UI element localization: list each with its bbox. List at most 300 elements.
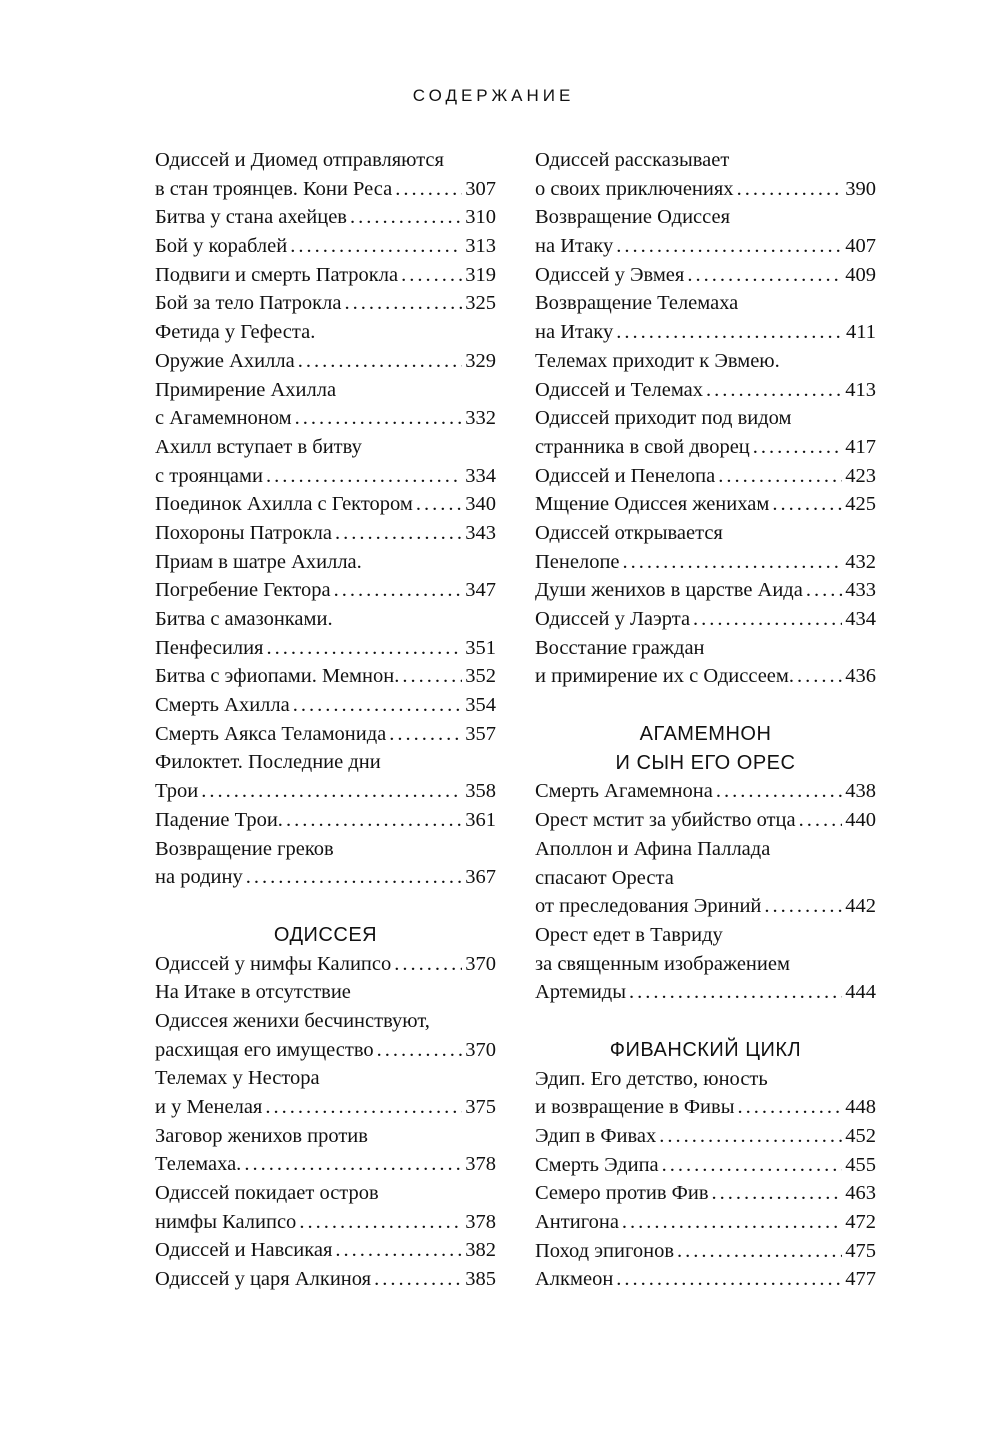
toc-entry-line xyxy=(535,519,876,548)
toc-entry-line xyxy=(535,864,876,893)
entry-title: Одиссей и Навсикая xyxy=(155,1239,333,1262)
entry-title: и у Менелая xyxy=(155,1096,263,1118)
toc-entry xyxy=(535,1065,876,1122)
entry-title: и возвращение в Фивы xyxy=(535,1096,735,1119)
entry-title: Телемах приходит к Эвмею. xyxy=(535,349,780,372)
entry-title: Одиссей у Лаэрта xyxy=(535,608,691,630)
entry-title: Битва с амазонками. xyxy=(155,608,333,630)
toc-entry-line xyxy=(155,662,496,691)
toc-entry-line xyxy=(155,175,496,204)
toc-entry xyxy=(155,261,496,290)
entry-title: Подвиги и смерть Патрокла xyxy=(155,263,399,286)
toc-entry-line xyxy=(155,1265,496,1294)
dot-leader xyxy=(799,806,843,835)
page-number: 433 xyxy=(845,579,876,602)
entry-title: с троянцами xyxy=(155,464,263,487)
toc-entry-line xyxy=(535,175,876,204)
page-number: 351 xyxy=(465,636,496,659)
toc-entry xyxy=(155,1179,496,1236)
toc-entry xyxy=(155,376,496,433)
toc-entry-line xyxy=(155,806,496,835)
dot-leader xyxy=(334,576,463,605)
section-gap xyxy=(535,691,876,720)
entry-title: Заговор женихов против xyxy=(155,1124,368,1147)
dot-leader xyxy=(616,232,842,261)
entry-title: Алкмеон xyxy=(535,1268,614,1291)
dot-leader xyxy=(764,892,842,921)
section-title-line: ОДИССЕЯ xyxy=(273,923,378,946)
toc-entry xyxy=(155,490,496,519)
toc-entry xyxy=(155,1265,496,1294)
section-gap xyxy=(155,892,496,921)
toc-entry-line xyxy=(535,950,876,979)
dot-leader xyxy=(806,576,842,605)
toc-entry xyxy=(535,806,876,835)
page-number: 448 xyxy=(845,1096,876,1119)
toc-entry-line xyxy=(155,146,496,175)
dot-leader xyxy=(335,1236,462,1265)
page-number: 463 xyxy=(845,1182,876,1205)
dot-leader xyxy=(677,1237,842,1266)
entry-title: от преследования Эриний xyxy=(535,895,762,918)
toc-entry-line xyxy=(155,347,496,376)
toc-entry-line xyxy=(155,232,496,261)
toc-entry-line xyxy=(535,1122,876,1151)
toc-entry xyxy=(155,748,496,805)
toc-entry-line xyxy=(155,978,496,1007)
toc-entry-line xyxy=(535,490,876,519)
entry-title: Аполлон и Афина Паллада xyxy=(535,837,771,860)
toc-entry xyxy=(155,835,496,892)
entry-title: нимфы Калипсо xyxy=(155,1210,297,1233)
page-number: 329 xyxy=(465,349,496,372)
dot-leader xyxy=(335,519,462,548)
toc-entry xyxy=(155,1064,496,1121)
toc-entry xyxy=(535,289,876,346)
toc-entry xyxy=(155,662,496,691)
entry-title: Приам в шатре Ахилла. xyxy=(155,550,362,573)
page-number: 347 xyxy=(465,579,496,602)
entry-title: Возвращение греков xyxy=(155,837,334,860)
section-title-line: ФИВАНСКИЙ ЦИКЛ xyxy=(609,1038,802,1061)
entry-title: На Итаке в отсутствие xyxy=(155,981,351,1004)
entry-title: Одиссей и Диомед отправляются xyxy=(155,149,444,171)
entry-title: Фетида у Гефеста. xyxy=(155,321,316,344)
toc-entry-line xyxy=(535,289,876,318)
toc-entry-line xyxy=(155,1122,496,1151)
toc-entry xyxy=(535,404,876,461)
entry-title: Антигона xyxy=(535,1211,619,1234)
toc-entry-line xyxy=(155,1093,496,1122)
page-number: 432 xyxy=(845,550,876,573)
page-number: 378 xyxy=(465,1210,496,1233)
toc-entry-line xyxy=(535,1237,876,1266)
toc-entry xyxy=(535,1179,876,1208)
dot-leader xyxy=(712,1179,843,1208)
page-number: 455 xyxy=(845,1153,876,1176)
entry-title: Возвращение Телемаха xyxy=(535,292,739,315)
toc-entry xyxy=(155,806,496,835)
dot-leader xyxy=(246,863,463,892)
entry-title: Похороны Патрокла xyxy=(155,521,333,544)
toc-entry xyxy=(155,950,496,979)
toc-entry-line xyxy=(155,576,496,605)
toc-entry-line xyxy=(535,634,876,663)
entry-title: на Итаку xyxy=(535,235,614,258)
toc-entry-line xyxy=(155,261,496,290)
toc-entry-line xyxy=(535,376,876,405)
entry-title: Поход эпигонов xyxy=(535,1239,675,1262)
toc-entry-line xyxy=(155,376,496,405)
page-number: 472 xyxy=(845,1211,876,1234)
toc-entry-line xyxy=(155,318,496,347)
toc-entry-line xyxy=(535,548,876,577)
toc-entry xyxy=(535,1151,876,1180)
dot-leader xyxy=(293,691,463,720)
entry-title: спасают Ореста xyxy=(535,866,674,889)
toc-entry xyxy=(535,519,876,576)
toc-entry xyxy=(535,921,876,1007)
toc-entry-line xyxy=(535,806,876,835)
toc-entry-line xyxy=(155,720,496,749)
section-gap xyxy=(535,1007,876,1036)
page-number: 477 xyxy=(845,1268,876,1291)
page-number: 417 xyxy=(845,435,876,458)
dot-leader xyxy=(659,1122,842,1151)
entry-title: Эдип. Его детство, юность xyxy=(535,1067,768,1090)
toc-entry-line xyxy=(535,1179,876,1208)
page-number: 423 xyxy=(845,464,876,487)
dot-leader xyxy=(244,1150,462,1179)
page-number: 382 xyxy=(465,1239,496,1262)
page-number: 444 xyxy=(845,981,876,1004)
entry-title: Погребение Гектора xyxy=(155,579,331,602)
toc-entry xyxy=(535,777,876,806)
dot-leader xyxy=(401,261,462,290)
page-number: 340 xyxy=(465,493,496,516)
page-number: 307 xyxy=(465,177,496,200)
toc-entry-line xyxy=(155,462,496,491)
entry-title: Телемаха. xyxy=(155,1153,242,1176)
dot-leader xyxy=(623,548,843,577)
toc-entry-line xyxy=(155,203,496,232)
toc-entry xyxy=(155,318,496,375)
entry-title: Мщение Одиссея женихам xyxy=(535,493,770,516)
entry-title: Смерть Агамемнона xyxy=(535,780,713,803)
page-number: 310 xyxy=(465,206,496,229)
page-number: 438 xyxy=(845,780,876,803)
toc-entry xyxy=(535,347,876,404)
dot-leader xyxy=(718,462,842,491)
entry-title: Трои xyxy=(155,780,199,803)
dot-leader xyxy=(616,1265,842,1294)
page-number: 390 xyxy=(845,177,876,200)
dot-leader xyxy=(402,662,462,691)
page-number: 378 xyxy=(465,1153,496,1176)
entry-title: с Агамемноном xyxy=(155,407,292,430)
toc-entry xyxy=(535,146,876,203)
toc-entry-line xyxy=(535,261,876,290)
toc-entry xyxy=(155,1236,496,1265)
page-number: 357 xyxy=(465,722,496,745)
toc-entry-line xyxy=(535,433,876,462)
entry-title: странника в свой дворец xyxy=(535,435,750,458)
toc-entry-line xyxy=(535,605,876,634)
toc-entry-line xyxy=(155,1208,496,1237)
entry-title: о своих приключениях xyxy=(535,177,734,200)
toc-entry-line xyxy=(535,1151,876,1180)
dot-leader xyxy=(622,1208,842,1237)
dot-leader xyxy=(290,232,462,261)
toc-entry-line xyxy=(535,347,876,376)
page-number: 411 xyxy=(846,321,876,344)
entry-title: Одиссей и Телемах xyxy=(535,378,704,401)
entry-title: Пенелопе xyxy=(535,550,620,573)
page-number: 385 xyxy=(465,1268,496,1291)
entry-title: и примирение их с Одиссеем. xyxy=(535,665,794,688)
toc-entry xyxy=(155,548,496,605)
entry-title: Битва с эфиопами. Мемнон. xyxy=(155,665,400,688)
toc-entry-line xyxy=(535,1208,876,1237)
toc-entry-line xyxy=(535,462,876,491)
entry-title: Одиссей открывается xyxy=(535,521,723,544)
page-number: 434 xyxy=(845,608,876,630)
entry-title: Падение Трои. xyxy=(155,808,283,831)
toc-entry-line xyxy=(155,1236,496,1265)
toc-entry xyxy=(155,691,496,720)
toc-entry-line xyxy=(155,1179,496,1208)
toc-entry xyxy=(155,1122,496,1179)
toc-entry xyxy=(535,490,876,519)
page-number: 452 xyxy=(845,1125,876,1147)
dot-leader xyxy=(416,490,462,519)
entry-title: Бой за тело Патрокла xyxy=(155,292,342,315)
entry-title: Ахилл вступает в битву xyxy=(155,435,362,458)
toc-entry-line xyxy=(155,605,496,634)
page-number: 440 xyxy=(845,809,876,832)
toc-entry-line xyxy=(535,777,876,806)
entry-title: в стан троянцев. Кони Реса xyxy=(155,177,393,200)
dot-leader xyxy=(706,376,842,405)
toc-entry xyxy=(155,605,496,662)
dot-leader xyxy=(266,634,462,663)
page-number: 334 xyxy=(465,464,496,487)
entry-title: за священным изображением xyxy=(535,952,790,975)
toc-entry xyxy=(535,576,876,605)
entry-title: Одиссей приходит под видом xyxy=(535,407,792,430)
dot-leader xyxy=(738,1093,843,1122)
toc-entry xyxy=(155,146,496,203)
toc-entry xyxy=(155,232,496,261)
entry-title: Одиссей и Пенелопа xyxy=(535,464,716,487)
entry-title: Эдип в Фивах xyxy=(535,1125,657,1147)
page-number: 442 xyxy=(845,895,876,918)
entry-title: Оружие Ахилла xyxy=(155,349,295,372)
page-header: СОДЕРЖАНИЕ xyxy=(412,86,575,105)
toc-entry-line xyxy=(535,232,876,261)
dot-leader xyxy=(295,404,463,433)
toc-entry-line xyxy=(535,892,876,921)
entry-title: Семеро против Фив xyxy=(535,1182,709,1205)
entry-title: Одиссей покидает остров xyxy=(155,1182,379,1205)
toc-entry xyxy=(155,720,496,749)
page-number: 425 xyxy=(845,493,876,516)
entry-title: расхищая его имущество xyxy=(155,1038,374,1061)
toc-entry-line xyxy=(155,1064,496,1093)
dot-leader xyxy=(350,203,462,232)
dot-leader xyxy=(395,175,462,204)
entry-title: Орест мстит за убийство отца xyxy=(535,809,796,832)
dot-leader xyxy=(286,806,462,835)
entry-title: Души женихов в царстве Аида xyxy=(535,579,803,602)
page-number: 409 xyxy=(845,263,876,286)
toc-entry-line xyxy=(535,576,876,605)
toc-entry-line xyxy=(155,1036,496,1065)
entry-title: Восстание граждан xyxy=(535,636,705,659)
page-number: 332 xyxy=(465,407,496,430)
page-number: 407 xyxy=(845,235,876,258)
toc-column-right xyxy=(535,146,876,1294)
toc-entry-line xyxy=(535,146,876,175)
dot-leader xyxy=(394,950,462,979)
dot-leader xyxy=(299,1208,462,1237)
toc-entry xyxy=(155,289,496,318)
toc-entry-line xyxy=(155,433,496,462)
toc-entry-line xyxy=(155,777,496,806)
section-heading xyxy=(155,921,496,950)
toc-entry xyxy=(155,519,496,548)
section-title-line: И СЫН ЕГО ОРЕС xyxy=(615,751,796,774)
toc-entry-line xyxy=(155,835,496,864)
toc-entry-line xyxy=(155,863,496,892)
page-number: 370 xyxy=(465,952,496,975)
toc-entry xyxy=(535,1208,876,1237)
entry-title: Битва у стана ахейцев xyxy=(155,206,347,229)
toc-entry xyxy=(535,462,876,491)
section-heading xyxy=(535,1036,876,1065)
dot-leader xyxy=(797,662,842,691)
entry-title: на Итаку xyxy=(535,321,614,344)
entry-title: Телемах у Нестора xyxy=(155,1067,320,1090)
toc-entry-line xyxy=(535,1065,876,1094)
dot-leader xyxy=(298,347,463,376)
dot-leader xyxy=(753,433,842,462)
toc-entry xyxy=(535,203,876,260)
dot-leader xyxy=(693,605,842,634)
dot-leader xyxy=(266,462,462,491)
toc-entry-line xyxy=(155,691,496,720)
page-number: 436 xyxy=(845,665,876,688)
toc-entry-line xyxy=(155,950,496,979)
page-number: 367 xyxy=(465,866,496,889)
toc-entry-line xyxy=(535,203,876,232)
toc-entry-line xyxy=(155,1007,496,1036)
entry-title: Одиссей у Эвмея xyxy=(535,263,685,286)
dot-leader xyxy=(377,1036,463,1065)
page-number: 413 xyxy=(845,378,876,401)
page-number: 358 xyxy=(465,780,496,803)
toc-entry-line xyxy=(535,1093,876,1122)
page-number: 325 xyxy=(465,292,496,315)
entry-title: Филоктет. Последние дни xyxy=(155,751,381,774)
toc-entry-line xyxy=(535,662,876,691)
section-title-line: АГАМЕМНОН xyxy=(639,723,772,746)
entry-title: Артемиды xyxy=(535,981,626,1004)
page-number: 319 xyxy=(465,263,496,286)
toc-entry xyxy=(535,1265,876,1294)
page-number: 375 xyxy=(465,1096,496,1118)
toc-entry-line xyxy=(535,318,876,347)
toc-entry-line xyxy=(535,1265,876,1294)
dot-leader xyxy=(662,1151,843,1180)
section-heading xyxy=(535,720,876,777)
entry-title: Пенфесилия xyxy=(155,636,264,659)
page-number: 370 xyxy=(465,1038,496,1061)
toc-entry-line xyxy=(535,835,876,864)
entry-title: Одиссей рассказывает xyxy=(535,149,730,171)
entry-title: Возвращение Одиссея xyxy=(535,206,731,229)
toc-entry-line xyxy=(155,1150,496,1179)
entry-title: Поединок Ахилла с Гектором xyxy=(155,493,413,516)
toc-entry-line xyxy=(155,404,496,433)
dot-leader xyxy=(629,978,842,1007)
page-number: 361 xyxy=(465,808,496,831)
entry-title: Одиссей у царя Алкиноя xyxy=(155,1268,372,1291)
page-number: 313 xyxy=(465,235,496,258)
entry-title: Смерть Эдипа xyxy=(535,1153,659,1176)
toc-entry xyxy=(535,605,876,634)
toc-entry-line xyxy=(155,748,496,777)
page-number: 352 xyxy=(465,665,496,688)
toc-entry-line xyxy=(155,289,496,318)
entry-title: Смерть Ахилла xyxy=(155,694,290,717)
toc-entry-line xyxy=(535,978,876,1007)
entry-title: Орест едет в Тавриду xyxy=(535,923,723,946)
toc-entry-line xyxy=(155,548,496,577)
entry-title: Одиссея женихи бесчинствуют, xyxy=(155,1009,430,1032)
dot-leader xyxy=(772,490,842,519)
dot-leader xyxy=(201,777,462,806)
toc-entry xyxy=(535,261,876,290)
toc-entry xyxy=(535,1237,876,1266)
toc-entry xyxy=(535,1122,876,1151)
page-number: 475 xyxy=(845,1239,876,1262)
page-number: 354 xyxy=(465,694,496,717)
toc-entry-line xyxy=(535,921,876,950)
toc-entry-line xyxy=(155,519,496,548)
toc-entry xyxy=(535,634,876,691)
entry-title: Бой у кораблей xyxy=(155,235,288,258)
entry-title: Смерть Аякса Теламонида xyxy=(155,722,387,745)
dot-leader xyxy=(687,261,842,290)
toc-entry xyxy=(535,835,876,921)
page-number: 343 xyxy=(465,521,496,544)
toc-entry xyxy=(155,978,496,1064)
dot-leader xyxy=(374,1265,462,1294)
toc-entry xyxy=(155,203,496,232)
toc-entry-line xyxy=(155,634,496,663)
dot-leader xyxy=(389,720,462,749)
toc-entry xyxy=(155,433,496,490)
toc-entry-line xyxy=(535,404,876,433)
dot-leader xyxy=(344,289,462,318)
entry-title: Одиссей у нимфы Калипсо xyxy=(155,952,392,975)
dot-leader xyxy=(716,777,842,806)
toc-entry-line xyxy=(155,490,496,519)
entry-title: Примирение Ахилла xyxy=(155,378,337,401)
toc-column-left xyxy=(155,146,496,1294)
entry-title: на родину xyxy=(155,866,243,889)
